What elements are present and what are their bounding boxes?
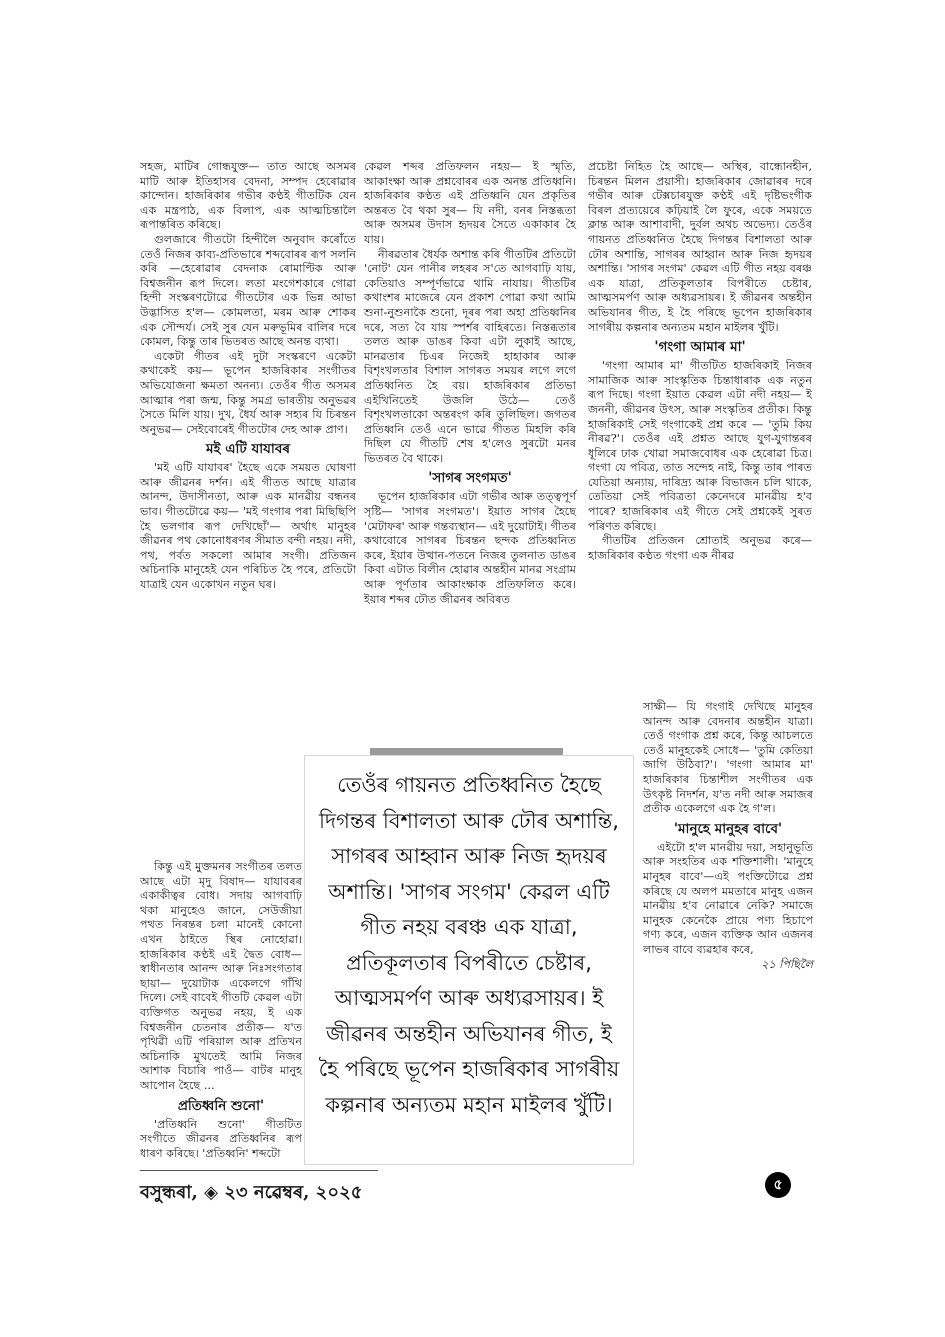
section-heading: মই এটি যাযাবৰ (206, 441, 290, 458)
paragraph: ভূপেন হাজৰিকাৰ এটা গভীৰ আৰু তত্ত্বপূৰ্ণ সৃষ্টি— 'সাগৰ সংগমত'। ইয়াত সাগৰ হৈছে 'মেটাফৰ' আৰু গন্তব্যস্থান— এই দুয়োটাই। গীতৰ কথাবোৰে সাগৰৰ চিৰন্তন ছন্দক প্ৰতিধ্বনিত কৰে, ইয়াৰ উত্থান-পতনে নিজৰ তুলনাত ডাঙৰ কিবা এটাত বিলীন হোৱাৰ অন্তহীন মানৱ সংগ্ৰাম আৰু পূৰ্ণতাৰ আকাংক্ষাক প্ৰতিফলিত কৰে। ইয়াৰ শব্দৰ ঢৌত জীৱনৰ অবিৰত (364, 490, 576, 606)
paragraph: 'প্ৰতিধ্বনি শুনো' গীতটিত সংগীতে জীৱনৰ প্ৰতিধ্বনিৰ ৰূপ ধাৰণ কৰিছে। 'প্ৰতিধ্বনি' শব্দটো (140, 1117, 302, 1160)
paragraph: প্ৰচেষ্টা নিহিত হৈ আছে— অস্থিৰ, বান্ধোনহীন, চিৰন্তন মিলন প্ৰয়াসী। হাজৰিকাৰ জোৱাৰৰ দৰে গভীৰ আৰু টেক্সচাৰযুক্ত কণ্ঠই এই দৃষ্টিভংগীক বিৰল প্ৰত্যয়েৰে কঢ়িয়াই লৈ ফুৰে, একে সময়তে ক্লান্ত আৰু আশাবাদী, দুৰ্বল অথচ অভেদ্য। তেওঁৰ গায়নত প্ৰতিধ্বনিত হৈছে দিগন্তৰ বিশালতা আৰু ঢৌৰ অশান্তি, সাগৰৰ আহ্বান আৰু নিজ হৃদয়ৰ অশান্তি। 'সাগৰ সংগম' কেৱল এটি গীত নহয় বৰঞ্চ এক যাত্ৰা, প্ৰতিকূলতাৰ বিপৰীতে চেষ্টাৰ, আত্মসমৰ্পণ আৰু অধ্যৱসায়ৰ। ই জীৱনৰ অন্তহীন অভিযানৰ গীত, ই হৈ পৰিছে ভূপেন হাজৰিকাৰ সাগৰীয় কল্পনাৰ অন্যতম মহান মাইলৰ খুঁটি। (588, 160, 812, 334)
footer-divider (140, 1170, 378, 1171)
paragraph: কেৱল শব্দৰ প্ৰতিফলন নহয়— ই স্মৃতি, আকাংক্ষা আৰু প্ৰশ্নবোৰৰ এক অনন্ত প্ৰতিধ্বনি। হাজৰিকাৰ কণ্ঠত এই প্ৰতিধ্বনি যেন প্ৰকৃতিৰ অন্তৰত বৈ থকা সুৰ— যি নদী, বনৰ নিস্তব্ধতা আৰু অসমৰ উদাস হৃদয়ৰ সৈতে একাকাৰ হৈ যায়। (364, 160, 576, 246)
paragraph: 'গংগা আমাৰ মা' গীতটিত হাজৰিকাই নিজৰ সামাজিক আৰু সাংস্কৃতিক চিন্তাধাৰাক এক নতুন ৰূপ দিছে। গংগা ইয়াত কেৱল এটা নদী নহয়— ই জননী, জীৱনৰ উৎস, আৰু সংস্কৃতিৰ প্ৰতীক। কিন্তু হাজৰিকাই সেই গংগাকেই প্ৰশ্ন কৰে — 'তুমি কিয় নীৰৱ?'। তেওঁৰ এই প্ৰশ্নত আছে যুগ-যুগান্তৰৰ ধূলিৰে ঢাক খোৱা সমাজবোধৰ এক হেৰোৱা চিত্ৰ। গংগা যে পবিত্ৰ, তাত সন্দেহ নাই, কিন্তু তাৰ পাৰত যেতিয়া অন্যায়, দাৰিদ্ৰ্য আৰু বিভাজন চলি থাকে, তেতিয়া সেই পবিত্ৰতা কেনেদৰে মানৱীয় হ'ব পাৰে? হাজৰিকাৰ এই গীতে সেই প্ৰশ্নকেই সুৰত পৰিণত কৰিছে। (588, 359, 812, 533)
section-heading: 'সাগৰ সংগমত' (428, 470, 512, 487)
section-heading: 'গংগা আমাৰ মা' (654, 339, 746, 356)
paragraph: একেটা গীতৰ এই দুটা সংস্কৰণে একেটা কথাকেই কয়— ভূপেন হাজৰিকাৰ সংগীতৰ অভিযোজনা ক্ষমতা অনন্য। তেওঁৰ গীত অসমৰ আত্মাৰ পৰা জন্ম, কিন্তু সমগ্ৰ ভাৰতীয় অনুভৱৰ সৈতে মিলি যায়। দুখ, ধৈৰ্য আৰু সহ্যৰ যি চিৰন্তন অনুভৱ— সেইবোৰেই গীতটোৰ দেহ আৰু প্ৰাণ। (140, 349, 356, 436)
continued-note: ২১ পিছিলৈ (761, 957, 813, 971)
issue-date: ২৩ নৱেম্বৰ, ২০২৫ (224, 1182, 363, 1203)
paragraph: 'মই এটি যাযাবৰ' হৈছে একে সময়ত ঘোষণা আৰু জীৱনৰ দৰ্শন। এই গীতত আছে যাত্ৰাৰ আনন্দ, উদাসীনতা, আৰু এক মানৱীয় বন্ধনৰ ভাব। গীতটোৱে কয়— 'মই গংগাৰ পৰা মিছিছিপি হৈ ভলগাৰ ৰূপ দেখিছোঁ'— অৰ্থাৎ মানুহৰ জীৱনৰ পথ কোনোধৰণৰ সীমাত বন্দী নহয়। নদী, পথ, পৰ্বত সকলো আমাৰ সংগী। প্ৰতিজন অচিনাকি মানুহেই যেন পৰিচিত হৈ পৰে, প্ৰতিটো যাত্ৰাই যেন একোখন নতুন ঘৰ। (140, 461, 356, 592)
pullquote-accent-bar (370, 748, 563, 755)
paragraph: নীৰৱতাৰ ধৈৰ্যক অশান্ত কৰি গীতটিৰ প্ৰতিটো 'নোট' যেন পানীৰ লহৰৰ স'তে আগবাঢ়ি যায়, কেতিয়াও সম্পূৰ্ণভাৱে থামি নাযায়। গীতটিৰ কথাংশৰ মাজেৰে যেন প্ৰকাশ পোৱা কথা আমি শুনা-নুশুনাকৈ শুনো, দূৰৰ পৰা অহা প্ৰতিধ্বনিৰ দৰে, সত্য বৈ যায় স্পৰ্শৰ বাহিৰতে। নিস্তব্ধতাৰ তলত আৰু ডাঙৰ কিবা এটা লুকাই আছে, মানৱতাৰ চিএৰ নিজেই হাহাকাৰ আৰু বিশৃংখলতাৰ বিশাল সাগৰত সময়ৰ লগে লগে প্ৰতিধ্বনিত হৈ বয়। হাজৰিকাৰ প্ৰতিভা এইখিনিতেই উজলি উঠে— তেওঁ বিশৃংখলতাকো অন্তৰংগ কৰি তুলিছিল। জগতৰ প্ৰতিধ্বনি তেওঁ এনে ভাৱে গীতত মিহলি কৰি দিছিল যে গীতটি শেষ হ'লেও সুৰটো মনৰ ভিতৰত বৈ থাকে। (364, 247, 576, 465)
column-2 (364, 160, 576, 745)
paragraph: এইটো হ'ল মানৱীয় দয়া, সহানুভূতি আৰু সংহতিৰ এক শক্তিশালী। 'মানুহে মানুহৰ বাবে'—এই পংক্তিটোৱে প্ৰশ্ন কৰিছে যে অলপ মমতাৰে মানুহ এজন মানৱীয় হ'ব নোৱাৰে নেকি? সমাজে মানুহক কেনেকৈ প্ৰায়ে পণ্য হিচাপে গণ্য কৰে, এজন ব্যক্তিক আন এজনৰ লাভৰ বাবে ব্যৱহাৰ কৰে, (643, 840, 813, 956)
paragraph: সাক্ষী— যি গংগাই দেখিছে মানুহৰ আনন্দ আৰু বেদনাৰ অন্তহীন যাত্ৰা। তেওঁ গংগাক প্ৰশ্ন কৰে, কিন্তু আচলতে তেওঁ মানুহকেই সোধে— 'তুমি কেতিয়া জাগি উঠিবা?'। 'গংগা আমাৰ মা' হাজৰিকাৰ চিন্তাশীল সংগীতৰ এক উৎকৃষ্ট নিদৰ্শন, য'ত নদী আৰু সমাজৰ প্ৰতীক একেলগে এক হৈ গ'ল। (643, 700, 813, 816)
column-1-lower (140, 860, 302, 1160)
footer (140, 1178, 362, 1209)
column-3 (588, 160, 812, 700)
paragraph: সহজ, মাটিৰ গোন্ধযুক্ত— তাত আছে অসমৰ মাটি আৰু ইতিহাসৰ বেদনা, সম্পদ হেৰোৱাৰ কান্দোন। হাজৰিকাৰ গভীৰ কণ্ঠই গীতটিক যেন এক মন্ত্ৰপাঠ, এক বিলাপ, এক আত্মচিন্তালৈ ৰূপান্তৰিত কৰিছে। (140, 160, 356, 232)
pullquote-text: তেওঁৰ গায়নত প্ৰতিধ্বনিত হৈছে দিগন্তৰ বিশালতা আৰু ঢৌৰ অশান্তি, সাগৰৰ আহ্বান আৰু নিজ হৃদয়ৰ অশান্তি। 'সাগৰ সংগম' কেৱল এটি গীত নহয় বৰঞ্চ এক যাত্ৰা, প্ৰতিকূলতাৰ বিপৰীতে চেষ্টাৰ, আত্মসমৰ্পণ আৰু অধ্যৱসায়ৰ। ই জীৱনৰ অন্তহীন অভিযানৰ গীত, ই হৈ পৰিছে ভূপেন হাজৰিকাৰ সাগৰীয় কল্পনাৰ অন্যতম মহান মাইলৰ খুঁটি। (318, 773, 620, 1117)
paragraph: গীতটিৰ প্ৰতিজন শ্ৰোতাই অনুভৱ কৰে— হাজৰিকাৰ কণ্ঠত গংগা এক নীৰৱ (588, 534, 812, 562)
pullquote-box (304, 755, 634, 1165)
section-heading: প্ৰতিধ্বনি শুনো' (177, 1097, 265, 1114)
paragraph: কিন্তু এই মুক্তমনৰ সংগীতৰ তলত আছে এটা মৃদু বিষাদ— যাযাবৰৰ একাকীত্বৰ বোধ। সদায় আগবাঢ়ি থকা মানুহেও জানে, সেউজীয়া পথত নিৰন্তৰ চলা মানেই কোনো এখন ঠাইতে স্থিৰ নোহোৱা। হাজৰিকাৰ কণ্ঠই এই দ্বৈত বোধ— স্বাধীনতাৰ আনন্দ আৰু নিঃসংগতাৰ ছায়া— দুয়োটাক একেলগে গাঁথি দিলে। সেই বাবেই গীতটি কেৱল এটা ব্যক্তিগত অনুভৱ নহয়, ই এক বিশ্বজনীন চেতনাৰ প্ৰতীক— য'ত পৃথিৱী এটি পৰিয়াল আৰু প্ৰতিখন অচিনাকি মুখতেই আমি নিজৰ আশাক বিচাৰি পাওঁ— বাটৰ মানুহ আপোন হৈছে ... (140, 860, 302, 1092)
ornament-icon: ◈ (204, 1182, 218, 1203)
page-number: ৫ (765, 1172, 791, 1198)
paragraph: গুলজাৰে গীতটো হিন্দীলৈ অনুবাদ কৰোঁতে তেওঁ নিজৰ কাব্য-প্ৰতিভাৰে শব্দবোৰৰ ৰূপ সলনি কৰি —হেৰোৱাৰ বেদনাক ৰোমাণ্টিক আৰু বিশ্বজনীন ৰূপ দিলে। লতা মংগেশকাৰে গোৱা হিন্দী সংস্কৰণটোৱে গীতটোৰ এক ভিন্ন আভা উদ্ভাসিত হ'ল— কোমলতা, মৰম আৰু শোকৰ এক সৌন্দৰ্য। সেই সুৰ যেন মৰুভূমিৰ বালিৰ দৰে কোমল, কিন্তু তাৰ ভিতৰত আছে অনন্ত ব্যথা। (140, 232, 356, 349)
section-heading: 'মানুহে মানুহৰ বাবে' (673, 820, 783, 837)
column-3-lower (643, 700, 813, 1145)
publication-name: বসুন্ধৰা, (140, 1182, 198, 1203)
